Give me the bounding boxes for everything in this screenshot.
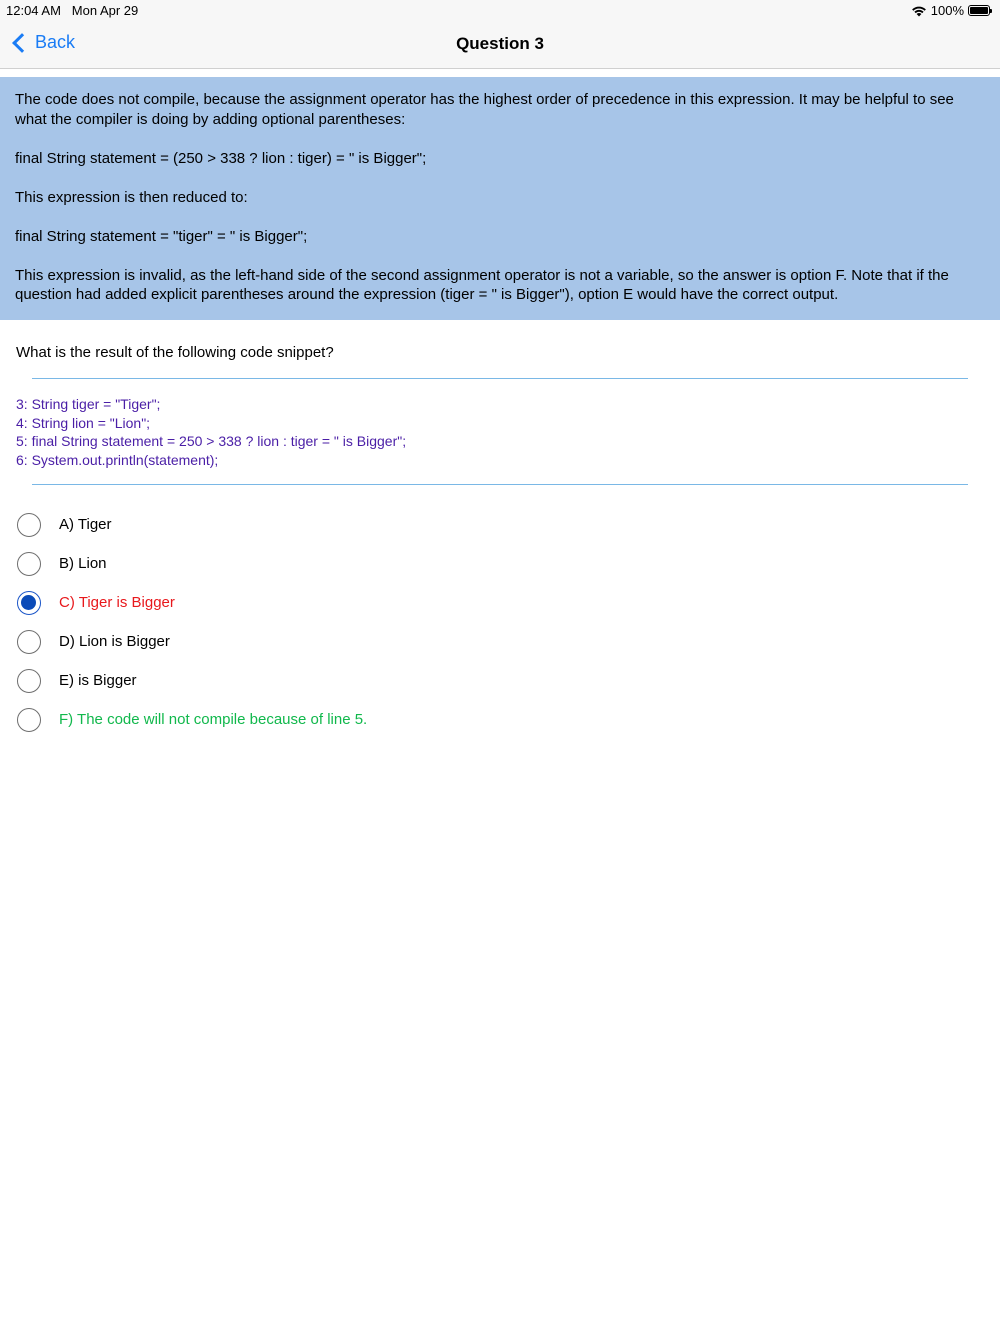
explanation-paragraph: This expression is then reduced to: (15, 188, 248, 206)
option-label: D) Lion is Bigger (59, 633, 170, 650)
radio-button[interactable] (17, 591, 41, 615)
status-bar (0, 0, 1000, 20)
option-a[interactable] (17, 505, 367, 544)
battery-percent: 100% (930, 3, 964, 18)
option-f[interactable] (17, 700, 367, 739)
option-label: B) Lion (59, 555, 107, 572)
option-b[interactable] (17, 544, 367, 583)
code-line: 4: String lion = "Lion"; (16, 414, 151, 431)
code-snippet (16, 395, 406, 469)
explanation-paragraph: final String statement = "tiger" = " is Bigger"; (15, 227, 308, 245)
page-title: Question 3 (456, 34, 544, 53)
option-label: E) is Bigger (59, 672, 137, 689)
radio-button[interactable] (17, 552, 41, 576)
radio-button[interactable] (17, 630, 41, 654)
wifi-icon (911, 5, 927, 17)
code-divider-top (32, 378, 968, 379)
radio-button[interactable] (17, 513, 41, 537)
code-line: 3: String tiger = "Tiger"; (16, 396, 161, 412)
code-divider-bottom (32, 484, 968, 485)
explanation-paragraph: The code does not compile, because the assignment operator has the highest order of precedence in this expression. It may be helpful to see what the compiler is doing by adding optional parentheses: (15, 91, 954, 128)
option-e[interactable] (17, 661, 367, 700)
back-label: Back (35, 32, 76, 52)
code-line: 6: System.out.println(statement); (16, 451, 219, 468)
navigation-bar (0, 20, 1000, 69)
option-label: A) Tiger (59, 516, 112, 533)
radio-button[interactable] (17, 708, 41, 732)
option-label: F) The code will not compile because of line 5. (59, 711, 368, 728)
battery-icon (968, 5, 990, 16)
status-time (6, 3, 138, 18)
explanation-paragraph: final String statement = (250 > 338 ? lion : tiger) = " is Bigger"; (15, 149, 427, 167)
status-date: Mon Apr 29 (71, 3, 139, 18)
answer-options (17, 505, 367, 739)
status-clock: 12:04 AM (6, 3, 61, 18)
code-line: 5: final String statement = 250 > 338 ? lion : tiger = " is Bigger"; (16, 433, 407, 449)
question-text: What is the result of the following code snippet? (16, 344, 334, 361)
explanation-paragraph: This expression is invalid, as the left-hand side of the second assignment operator is not a variable, so the answer is option F. Note that if the question had added explicit parentheses around the expression (tiger = " is Bigger"), option E would have the correct output. (15, 266, 949, 303)
radio-button[interactable] (17, 669, 41, 693)
option-label: C) Tiger is Bigger (59, 594, 175, 611)
option-c[interactable] (17, 583, 367, 622)
explanation-panel (0, 77, 1000, 320)
status-right (911, 3, 990, 18)
option-d[interactable] (17, 622, 367, 661)
